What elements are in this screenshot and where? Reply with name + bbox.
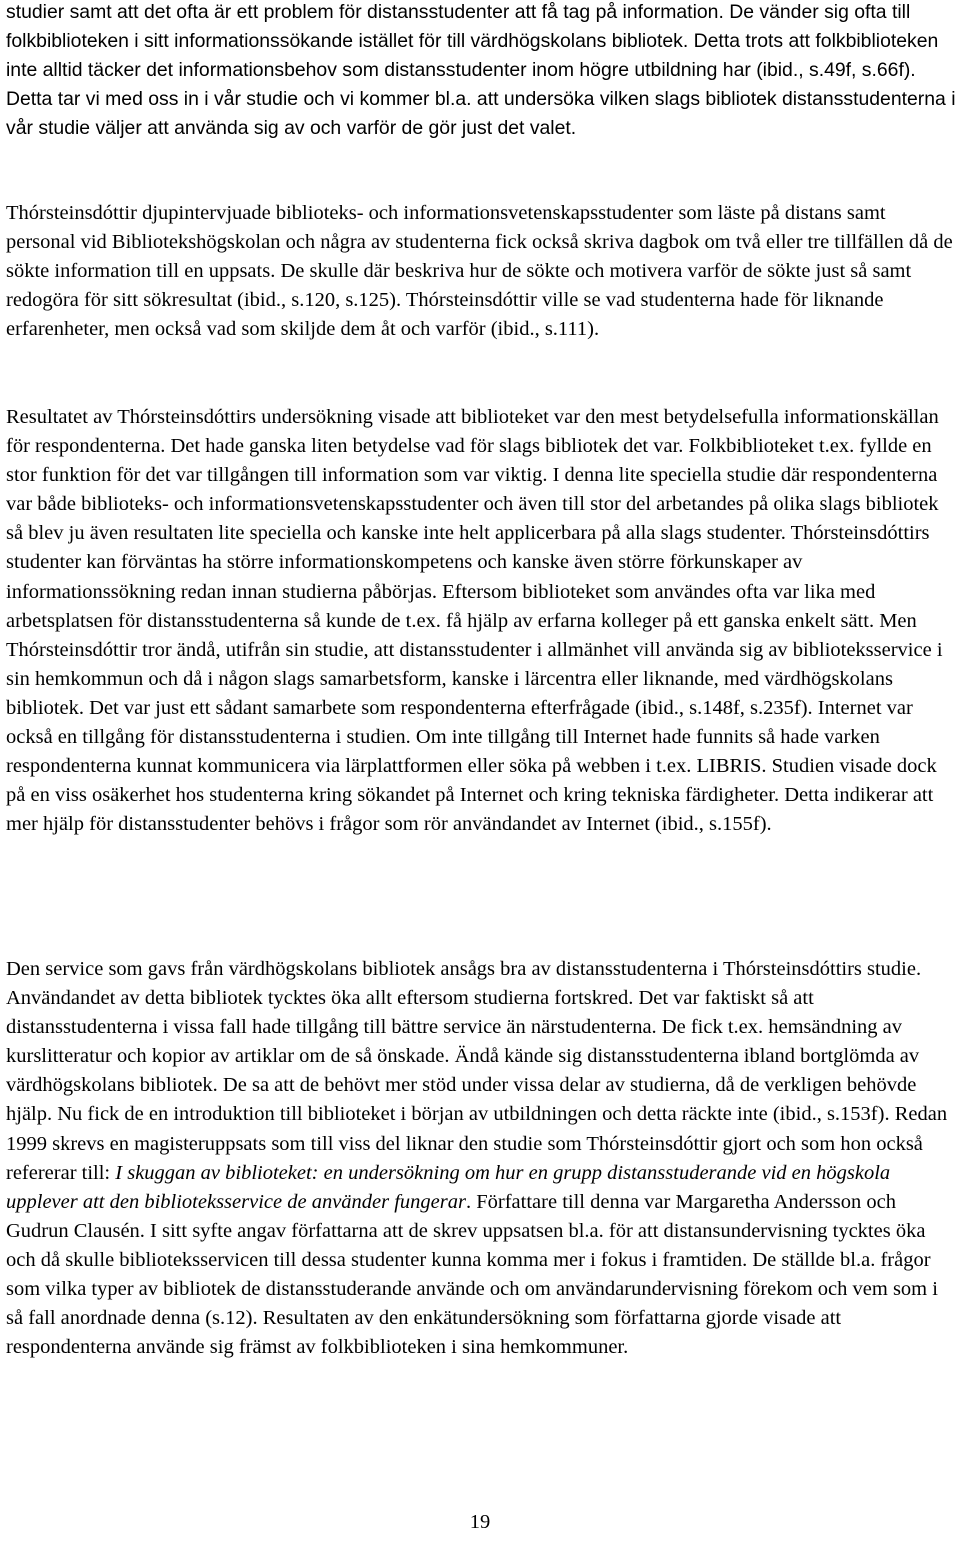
paragraph-4-text-before: Den service som gavs från värdhögskolans bibliotek ansågs bra av distansstudenterna i Thórsteinsdóttirs studie. Användandet av detta bibliotek tycktes öka allt eftersom studierna fortskred. Det var faktiskt så att distansstudenterna i vissa fall hade tillgång till bättre service än närstudenterna. De fick t.ex. hemsändning av kurslitteratur och kopior av artiklar om de så önskade. Ändå kände sig distansstudenterna ibland bortglömda av värdhögskolans bibliotek. De sa att de behövt mer stöd under vissa delar av studierna, då de verkligen behövde hjälp. Nu fick de en introduktion till biblioteket i början av utbildningen och detta räckte inte (ibid., s.153f). Redan 1999 skrevs en magisteruppsats som till viss del liknar den studie som Thórsteinsdóttir gjort och som hon också refererar till: <box>6 958 948 1184</box>
cited-thesis-title: I skuggan av biblioteket: en undersökning om hur en grupp distansstuderande vid en högskola upplever att den biblioteksservice de använder fungerar <box>6 1161 891 1213</box>
page-number: 19 <box>469 1511 491 1533</box>
paragraph-3: Resultatet av Thórsteinsdóttirs undersökning visade att biblioteket var den mest betydelsefulla informationskällan för respondenterna. Det hade ganska liten betydelse vad för slags bibliotek det var. Folkbiblioteket t.ex. fyllde en stor funktion för det var tillgången till information som var viktig. I denna lite speciella studie där respondenterna var både biblioteks- och informationsvetenskapsstudenter och även till stor del arbetandes på olika slags bibliotek så blev ju även resultaten lite speciella och kanske inte helt applicerbara på alla slags studenter. Thórsteinsdóttirs studenter kan förväntas ha större informationskompetens och kanske även större förkunskaper av informationssökning redan innan studierna påbörjas. Eftersom biblioteket som användes ofta var lika med arbetsplatsen för distansstudenterna så kunde de t.ex. få hjälp av erfarna kolleger på ett ganska enkelt sätt. Men Thórsteinsdóttir tror ändå, utifrån sin studie, att distansstudenter i allmänhet vill använda sig av biblioteksservice i sin hemkommun och då i någon slags samarbetsform, kanske i lärcentra eller liknande, med värdhögskolans bibliotek. Det var just ett sådant samarbete som respondenterna efterfrågade (ibid., s.148f, s.235f). Internet var också en tillgång för distansstudenterna i studien. Om inte tillgång till Internet hade funnits så hade varken respondenterna kunnat kommunicera via lärplattformen eller söka på webben i t.ex. LIBRIS. Studien visade dock på en viss osäkerhet hos studenterna kring sökandet på Internet och kring tekniska färdigheter. Detta indikerar att mer hjälp för distansstudenter behövs i frågor som rör användandet av Internet (ibid., s.155f). <box>6 406 943 836</box>
paragraph-4-text-after: . Författare till denna var Margaretha Andersson och Gudrun Clausén. I sitt syfte angav författarna att de skrev uppsatsen bl.a. för att distansundervisning tycktes öka och då skulle biblioteksservicen till dessa studenter kunna komma mer i fokus i framtiden. De ställde bl.a. frågor som vilka typer av bibliotek de distansstuderande använde och om användarundervisning förekom och vem som i så fall anordnade denna (s.12). Resultaten av den enkätundersökning som författarna gjorde visade att respondenterna använde sig främst av folkbiblioteken i sina hemkommuner. <box>6 1190 938 1359</box>
paragraph-4 <box>6 955 956 1362</box>
paragraph-2: Thórsteinsdóttir djupintervjuade biblioteks- och informationsvetenskapsstudenter som läste på distans samt personal vid Bibliotekshögskolan och några av studenterna fick också skriva dagbok om två eller tre tillfällen då de sökte information till en uppsats. De skulle där beskriva hur de sökte och motivera varför de sökte just så samt redogöra för sitt sökresultat (ibid., s.120, s.125). Thórsteinsdóttir ville se vad studenterna hade för liknande erfarenheter, men också vad som skiljde dem åt och varför (ibid., s.111). <box>6 202 953 341</box>
paragraph-1: studier samt att det ofta är ett problem för distansstudenter att få tag på information. De vänder sig ofta till folkbiblioteken i sitt informationssökande istället för till värdhögskolans bibliotek. Detta trots att folkbiblioteken inte alltid täcker det informationsbehov som distansstudenter inom högre utbildning har (ibid., s.49f, s.66f). Detta tar vi med oss in i vår studie och vi kommer bl.a. att undersöka vilken slags bibliotek distansstudenterna i vår studie väljer att använda sig av och varför de gör just det valet. <box>6 1 956 140</box>
